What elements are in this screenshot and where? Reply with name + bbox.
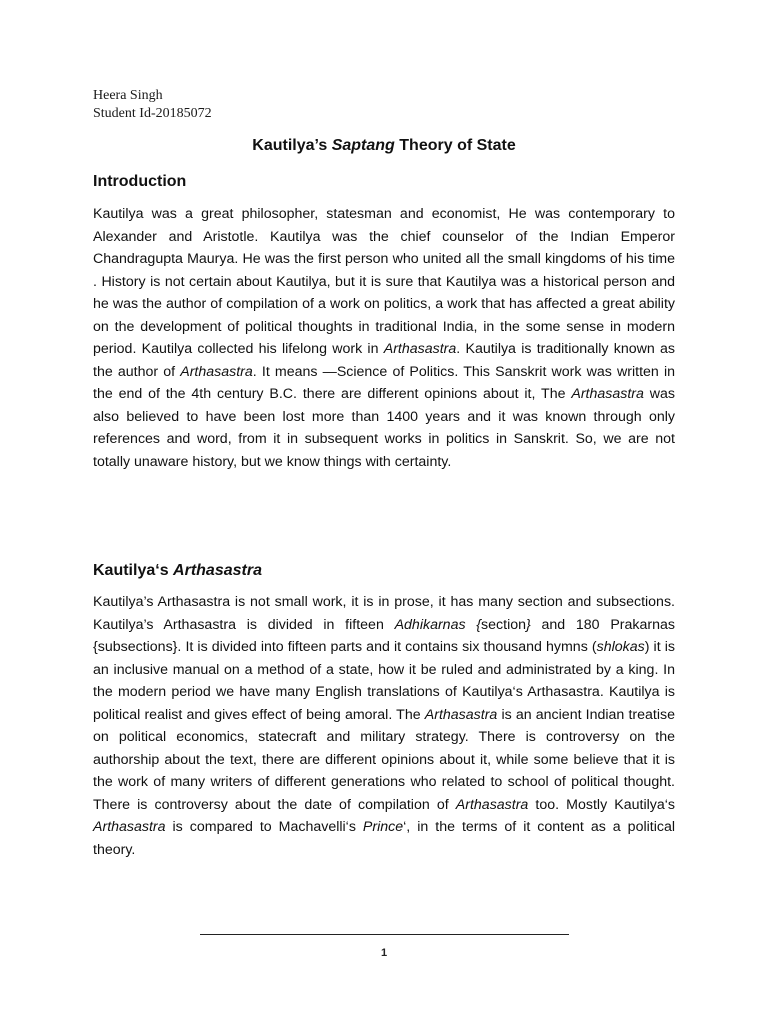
artha-italic-4: Arthasastra [424,706,498,723]
artha-text-3: and 180 Prakarnas {subsections}. It is divided into fifteen parts and it contains six thousand hymns ( [93,616,675,655]
artha-italic-7: Prince [362,819,404,835]
page-title [93,135,675,157]
author-name: Heera Singh [93,88,163,103]
artha-text-5: is an ancient Indian treatise on political economics, statecraft and military strategy. There is controversy on the authorship about the text, there are different opinions about it, while some believe that it is the work of many writers of different generations who related to school of political thought. There is controversy about the date of compilation of [93,706,675,813]
intro-text-3: . It means —Science of Politics. This Sanskrit work was written in the end of the 4th century B.C. there are different opinions about it, The [93,363,676,402]
artha-text-4: ) it is an inclusive manual on a method of a state, how it be ruled and administrated by a king. In the modern period we have many English translations of Kautilya‘s Arthasastra. Kautilya is political realist and gives effect of being amoral. The [93,639,675,723]
intro-text-4: was also believed to have been lost more than 1400 years and it was known through only references and word, from it in subsequent works in politics in Sanskrit. So, we are not totally unaware history, but we know things with certainty. [93,386,676,470]
footer-divider [200,934,569,935]
arthasastra-heading [93,560,262,582]
artha-text-8: ‘, in the terms of it content as a political theory. [93,819,675,858]
intro-italic-3: Arthasastra [571,386,644,402]
intro-italic-1: Arthasastra [383,341,457,357]
arthasastra-heading-prefix: Kautilya‘s [93,562,174,579]
page-number: 1 [380,947,388,959]
title-italic: Saptang [331,137,395,154]
artha-italic-5: Arthasastra [455,796,529,813]
intro-text-2: . Kautilya is traditionally known as the author of [93,341,675,380]
intro-text-1: Kautilya was a great philosopher, statesman and economist, He was contemporary to Alexander and Aristotle. Kautilya was the chief counselor of the Indian Emperor Chandragupta Maurya. He was the first person who united all the small kingdoms of his time . History is not certain about Kautilya, but it is sure that Kautilya was a historical person and he was the author of compilation of a work on politics, a work that has affected a great ability on the development of political thoughts in traditional India, in the some sense in modern period. Kautilya collected his lifelong work in [93,206,675,357]
introduction-paragraph [93,203,675,473]
artha-text-1: Kautilya’s Arthasastra is not small work, it is in prose, it has many section and subsections. Kautilya’s Arthasastra is divided in fifteen [93,594,675,633]
artha-italic-6: Arthasastra [93,819,166,835]
arthasastra-paragraph [93,591,675,861]
author-block [93,87,212,123]
intro-italic-2: Arthasastra [180,363,253,380]
title-prefix: Kautilya’s [252,137,332,154]
student-id: Student Id-20185072 [93,106,212,121]
artha-italic-1: Adhikarnas { [394,616,482,633]
title-suffix: Theory of State [394,137,516,154]
introduction-heading: Introduction [93,173,187,190]
artha-text-6: too. Mostly Kautilya‘s [528,796,675,813]
artha-italic-3: shlokas [596,639,645,655]
artha-text-2: section [481,616,526,633]
artha-italic-2: } [526,616,531,633]
arthasastra-heading-italic: Arthasastra [173,562,262,579]
artha-text-7: is compared to Machavelli‘s [165,819,363,835]
